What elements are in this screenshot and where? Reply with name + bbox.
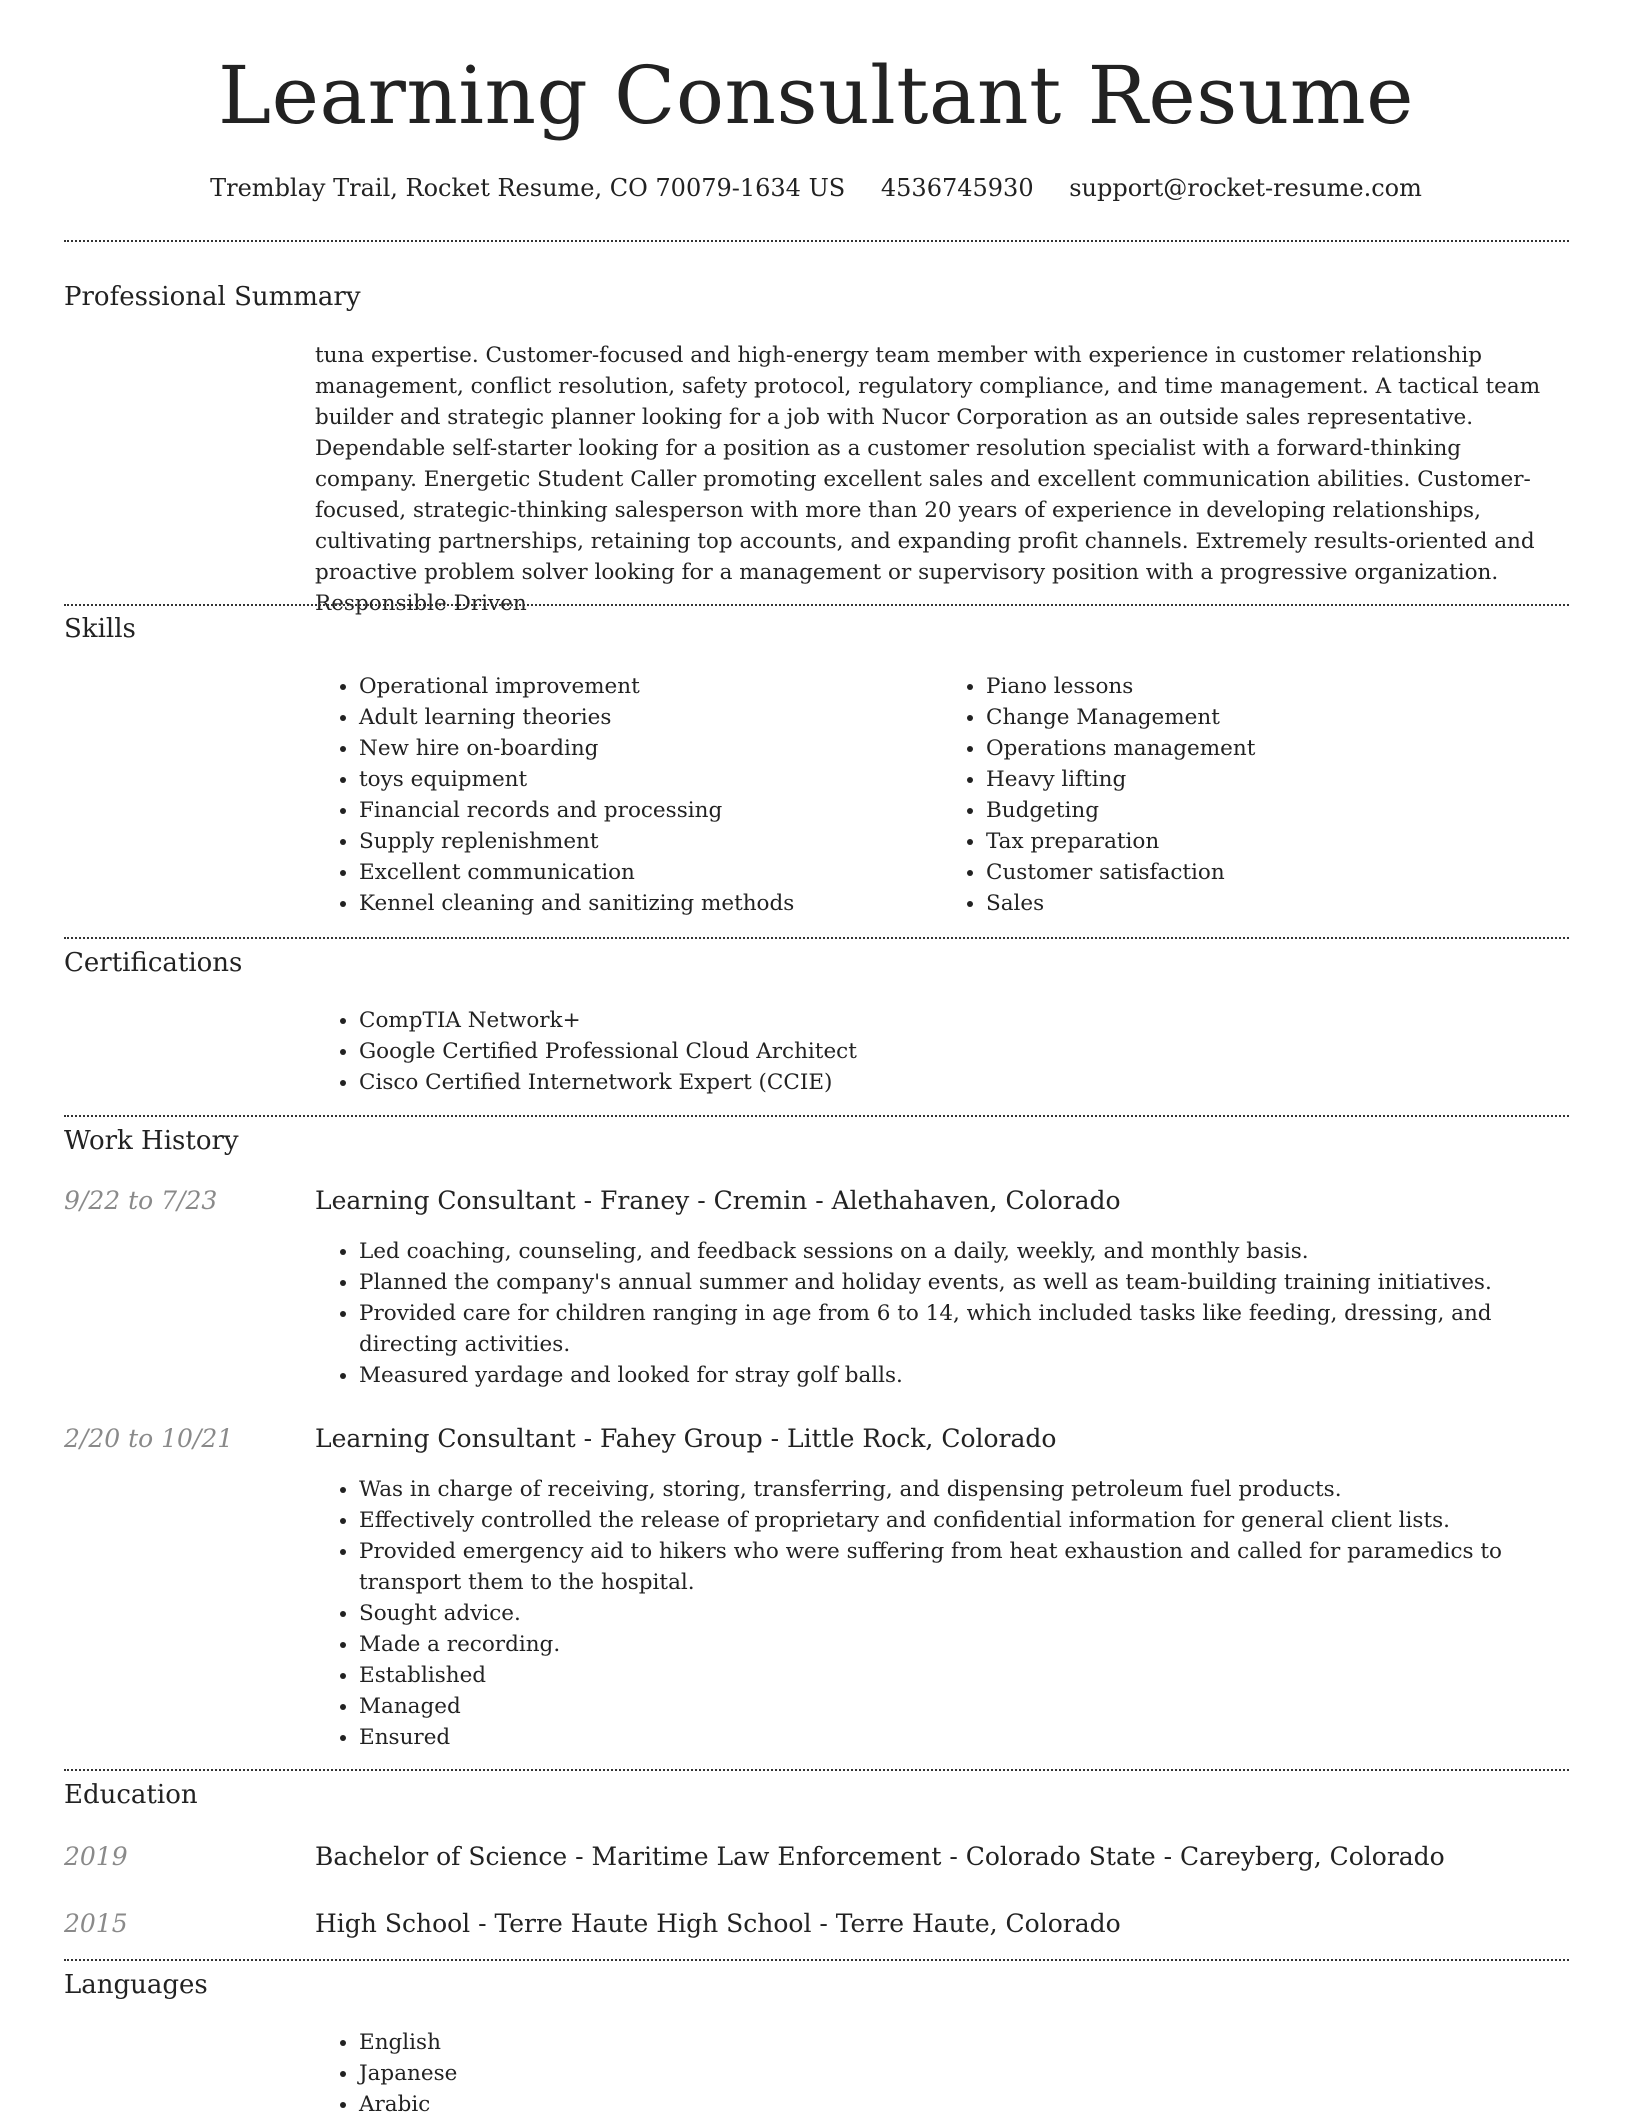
skills-column-left bbox=[315, 671, 942, 919]
list-item: • Arabic bbox=[359, 2089, 1569, 2120]
certifications-section bbox=[64, 948, 1569, 1095]
job-title: Learning Consultant - Franey - Cremin - Alethahaven, Colorado bbox=[315, 1186, 1121, 1215]
divider bbox=[64, 1959, 1569, 1961]
work-history-section bbox=[64, 1126, 1569, 1750]
list-item: • Supply replenishment bbox=[359, 826, 942, 857]
job-title: Learning Consultant - Fahey Group - Little Rock, Colorado bbox=[315, 1424, 1057, 1453]
section-title-work-history: Work History bbox=[64, 1126, 239, 1156]
list-item: • Google Certified Professional Cloud Architect bbox=[359, 1036, 1569, 1067]
resume-header bbox=[0, 0, 1632, 202]
languages-list bbox=[315, 2027, 1569, 2120]
languages-section bbox=[64, 1970, 1569, 2117]
list-item: • CompTIA Network+ bbox=[359, 1005, 1569, 1036]
list-item: • Cisco Certified Internetwork Expert (CCIE) bbox=[359, 1067, 1569, 1098]
education-year: 2019 bbox=[64, 1842, 128, 1871]
summary-section bbox=[64, 282, 1569, 616]
contact-address: Tremblay Trail, Rocket Resume, CO 70079-1634 US bbox=[210, 174, 846, 202]
divider bbox=[64, 1115, 1569, 1117]
list-item: • Financial records and processing bbox=[359, 795, 942, 826]
list-item: • Adult learning theories bbox=[359, 702, 942, 733]
list-item: • Effectively controlled the release of proprietary and confidential information for general client lists. bbox=[359, 1505, 1569, 1536]
job-bullets bbox=[315, 1236, 1569, 1391]
list-item: • Measured yardage and looked for stray golf balls. bbox=[359, 1360, 1569, 1391]
skills-section bbox=[64, 614, 1569, 916]
education-section bbox=[64, 1780, 1569, 1938]
job-bullets bbox=[315, 1474, 1569, 1753]
skills-column-right bbox=[942, 671, 1569, 919]
contact-line bbox=[0, 174, 1632, 202]
job-dates: 2/20 to 10/21 bbox=[64, 1424, 234, 1453]
list-item: • Was in charge of receiving, storing, transferring, and dispensing petroleum fuel products. bbox=[359, 1474, 1569, 1505]
skills-list bbox=[315, 671, 1569, 919]
education-title: Bachelor of Science - Maritime Law Enforcement - Colorado State - Careyberg, Colorado bbox=[315, 1842, 1445, 1871]
list-item: • Managed bbox=[359, 1691, 1569, 1722]
section-title-certifications: Certifications bbox=[64, 948, 243, 978]
list-item: • Ensured bbox=[359, 1722, 1569, 1753]
divider bbox=[64, 240, 1569, 242]
list-item: • Heavy lifting bbox=[986, 764, 1569, 795]
contact-email: support@rocket-resume.com bbox=[1069, 174, 1422, 202]
list-item: • Budgeting bbox=[986, 795, 1569, 826]
list-item: • Provided care for children ranging in age from 6 to 14, which included tasks like feeding, dressing, and directing activities. bbox=[359, 1298, 1569, 1360]
summary-text: tuna expertise. Customer-focused and high-energy team member with experience in customer relationship management, conflict resolution, safety protocol, regulatory compliance, and time management. A tactical team builder and strategic planner looking for a job with Nucor Corporation as an outside sales representative. Dependable self-starter looking for a position as a customer resolution specialist with a forward-thinking company. Energetic Student Caller promoting excellent sales and excellent communication abilities. Customer-focused, strategic-thinking salesperson with more than 20 years of experience in developing relationships, cultivating partnerships, retaining top accounts, and expanding profit channels. Extremely results-oriented and proactive problem solver looking for a management or supervisory position with a progressive organization. Responsible Driven bbox=[315, 343, 1541, 616]
list-item: • Piano lessons bbox=[986, 671, 1569, 702]
section-title-summary: Professional Summary bbox=[64, 282, 361, 312]
list-item: • Excellent communication bbox=[359, 857, 942, 888]
divider bbox=[64, 937, 1569, 939]
list-item: • Made a recording. bbox=[359, 1629, 1569, 1660]
education-title: High School - Terre Haute High School - Terre Haute, Colorado bbox=[315, 1909, 1121, 1938]
section-title-languages: Languages bbox=[64, 1970, 208, 2000]
list-item: • Customer satisfaction bbox=[986, 857, 1569, 888]
list-item: • Established bbox=[359, 1660, 1569, 1691]
list-item: • English bbox=[359, 2027, 1569, 2058]
list-item: • toys equipment bbox=[359, 764, 942, 795]
list-item: • Tax preparation bbox=[986, 826, 1569, 857]
list-item: • Kennel cleaning and sanitizing methods bbox=[359, 888, 942, 919]
list-item: • Planned the company's annual summer and holiday events, as well as team-building training initiatives. bbox=[359, 1267, 1569, 1298]
education-year: 2015 bbox=[64, 1909, 128, 1938]
section-title-skills: Skills bbox=[64, 614, 136, 644]
contact-phone: 4536745930 bbox=[880, 174, 1034, 202]
section-title-education: Education bbox=[64, 1780, 198, 1810]
list-item: • Sales bbox=[986, 888, 1569, 919]
list-item: • Led coaching, counseling, and feedback sessions on a daily, weekly, and monthly basis. bbox=[359, 1236, 1569, 1267]
list-item: • Operational improvement bbox=[359, 671, 942, 702]
list-item: • Provided emergency aid to hikers who were suffering from heat exhaustion and called for paramedics to transport them to the hospital. bbox=[359, 1536, 1569, 1598]
list-item: • Sought advice. bbox=[359, 1598, 1569, 1629]
certifications-list bbox=[315, 1005, 1569, 1098]
list-item: • New hire on-boarding bbox=[359, 733, 942, 764]
list-item: • Operations management bbox=[986, 733, 1569, 764]
page-title: Learning Consultant Resume bbox=[217, 49, 1415, 142]
divider bbox=[64, 604, 1569, 606]
job-dates: 9/22 to 7/23 bbox=[64, 1186, 218, 1215]
divider bbox=[64, 1769, 1569, 1771]
list-item: • Change Management bbox=[986, 702, 1569, 733]
list-item: • Japanese bbox=[359, 2058, 1569, 2089]
